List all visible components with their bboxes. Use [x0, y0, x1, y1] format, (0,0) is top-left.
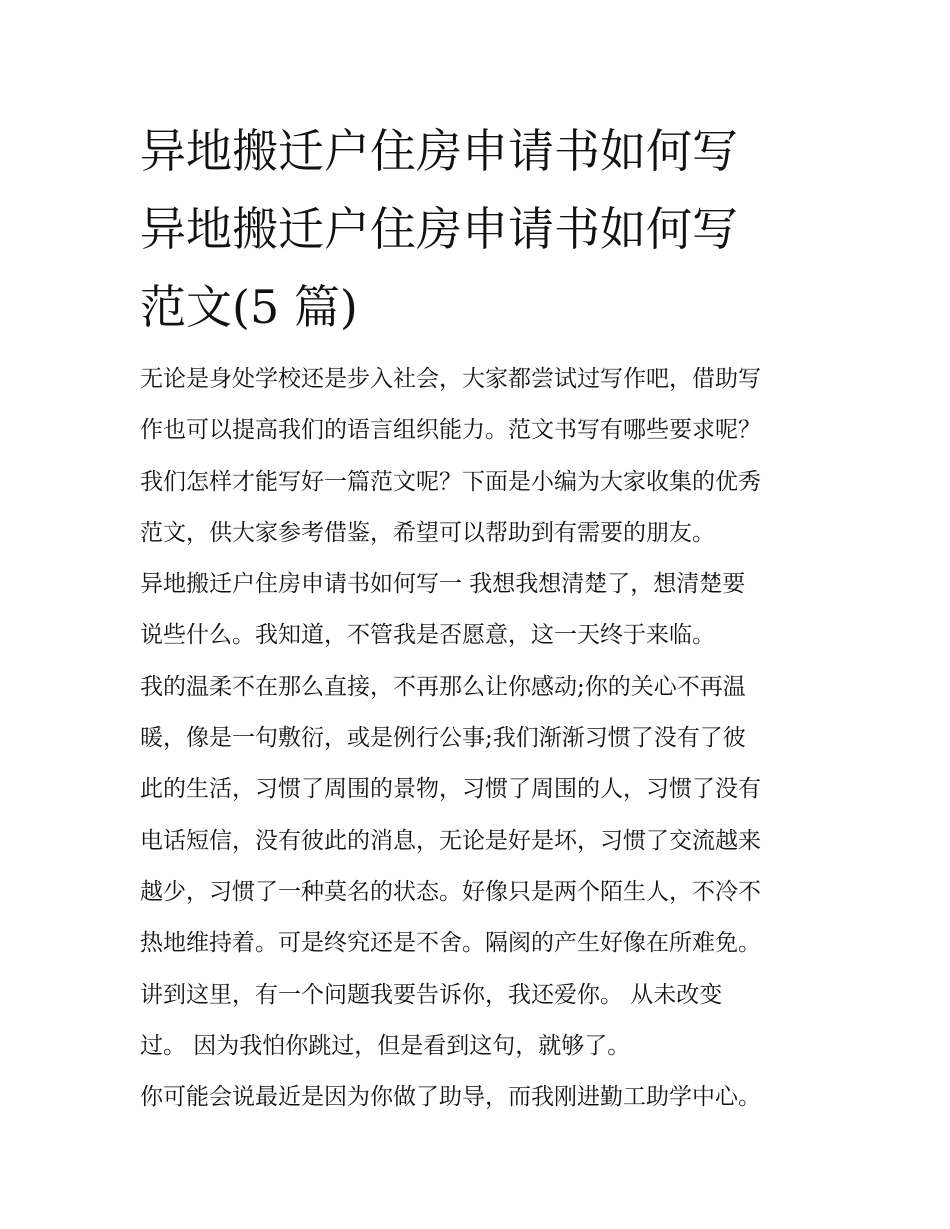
- body-line: 异地搬迁户住房申请书如何写一 我想我想清楚了，想清楚要: [140, 571, 746, 598]
- title-line: 异地搬迁户住房申请书如何写: [140, 124, 738, 178]
- body-line: 热地维持着。可是终究还是不舍。隔阂的产生好像在所难免。: [140, 930, 761, 957]
- title-line: 异地搬迁户住房申请书如何写: [140, 202, 738, 256]
- body-line: 过。 因为我怕你跳过，但是看到这句，就够了。: [140, 1032, 631, 1059]
- body-line: 无论是身处学校还是步入社会，大家都尝试过写作吧，借助写: [140, 366, 761, 392]
- title-line: 范文(5 篇): [140, 280, 358, 334]
- body-line: 此的生活，习惯了周围的景物，习惯了周围的人，习惯了没有: [140, 776, 761, 803]
- document-body: [140, 354, 830, 1123]
- body-line: 范文，供大家参考借鉴，希望可以帮助到有需要的朋友。: [140, 519, 715, 546]
- body-line: 电话短信，没有彼此的消息，无论是好是坏，习惯了交流越来: [140, 827, 761, 854]
- document-title: [140, 112, 820, 346]
- body-line: 我的温柔不在那么直接，不再那么让你感动;你的关心不再温: [140, 673, 746, 700]
- body-line: 暖，像是一句敷衍，或是例行公事;我们渐渐习惯了没有了彼: [140, 725, 746, 752]
- body-line: 越少，习惯了一种莫名的状态。好像只是两个陌生人，不冷不: [140, 878, 761, 905]
- body-line: 你可能会说最近是因为你做了助导，而我刚进勤工助学中心。: [140, 1084, 761, 1111]
- body-line: 作也可以提高我们的语言组织能力。范文书写有哪些要求呢？: [140, 417, 761, 444]
- body-line: 我们怎样才能写好一篇范文呢？下面是小编为大家收集的优秀: [140, 468, 761, 495]
- body-line: 讲到这里，有一个问题我要告诉你，我还爱你。 从未改变: [140, 981, 723, 1008]
- body-line: 说些什么。我知道，不管我是否愿意，这一天终于来临。: [140, 622, 715, 649]
